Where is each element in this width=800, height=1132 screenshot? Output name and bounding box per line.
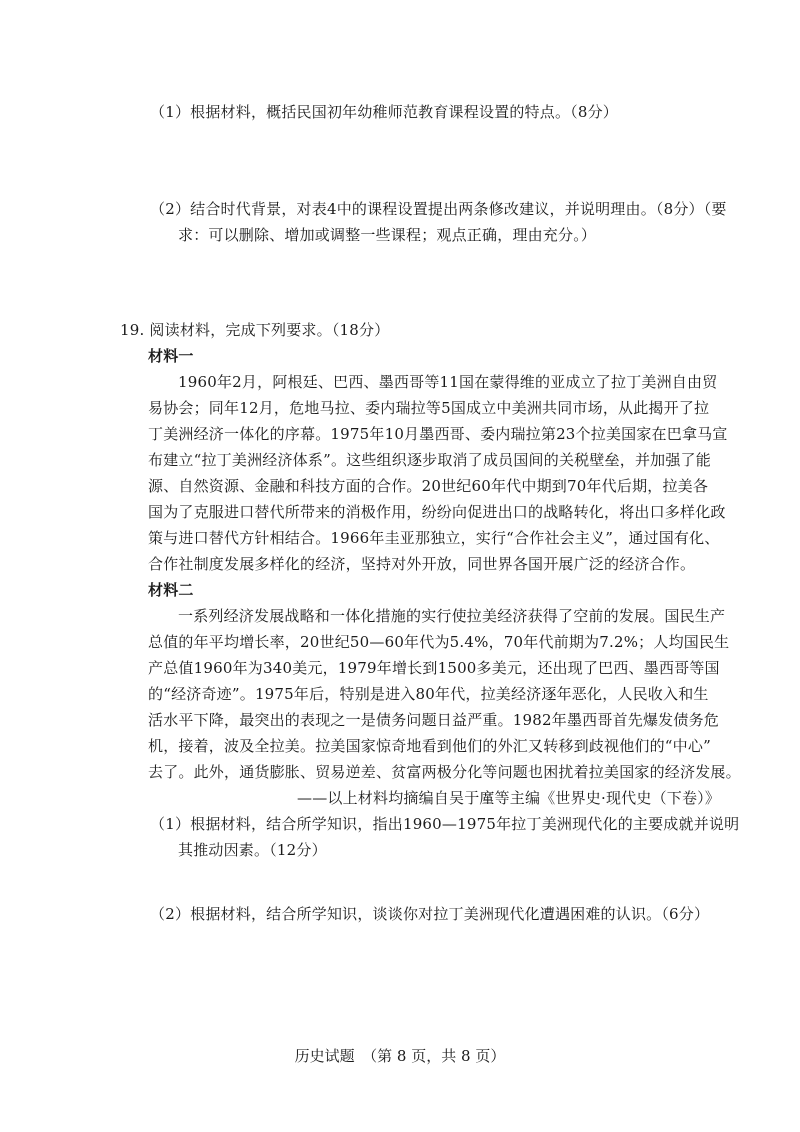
- material-2-line: 总值的年平均增长率，20世纪50—60年代为5.4%，70年代前期为7.2%；人均国民生: [148, 633, 730, 651]
- material-1-label: 材料一: [148, 347, 194, 365]
- material-2-line: 活水平下降，最突出的表现之一是债务问题日益严重。1982年墨西哥首先爆发债务危: [148, 711, 719, 729]
- q19-sub1-line1: （1）根据材料，结合所学知识，指出1960—1975年拉丁美洲现代化的主要成就并说明: [150, 815, 740, 833]
- material-1-line: 易协会；同年12月，危地马拉、委内瑞拉等5国成立中美洲共同市场，从此揭开了拉: [148, 399, 710, 417]
- material-1-line: 丁美洲经济一体化的序幕。1975年10月墨西哥、委内瑞拉第23个拉美国家在巴拿马宣: [148, 425, 728, 443]
- material-2-line: 去了。此外，通货膨胀、贸易逆差、贫富两极分化等问题也困扰着拉美国家的经济发展。: [148, 763, 741, 781]
- q18-sub2-line2: 求：可以删除、增加或调整一些课程；观点正确，理由充分。）: [178, 226, 597, 244]
- q18-sub1: （1）根据材料，概括民国初年幼稚师范教育课程设置的特点。（8分）: [150, 103, 618, 121]
- material-1-line: 合作社制度发展多样化的经济，坚持对外开放，同世界各国开展广泛的经济合作。: [148, 555, 696, 573]
- material-1-line: 布建立“拉丁美洲经济体系”。这些组织逐步取消了成员国间的关税壁垒，并加强了能: [148, 451, 711, 469]
- material-1-line: 源、自然资源、金融和科技方面的合作。20世纪60年代中期到70年代后期，拉美各: [148, 477, 709, 495]
- material-2-line: 机，接着，波及全拉美。拉美国家惊奇地看到他们的外汇又转移到歧视他们的“中心”: [148, 737, 711, 755]
- material-1-line: 1960年2月，阿根廷、巴西、墨西哥等11国在蒙得维的亚成立了拉丁美洲自由贸: [178, 373, 718, 391]
- q19-sub2: （2）根据材料，结合所学知识，谈谈你对拉丁美洲现代化遭遇困难的认识。（6分）: [150, 905, 710, 923]
- q18-sub2-line1: （2）结合时代背景，对表4中的课程设置提出两条修改建议，并说明理由。（8分）（要: [150, 200, 727, 218]
- page-footer: 历史试题 （第 8 页，共 8 页）: [294, 1047, 506, 1065]
- material-1-line: 国为了克服进口替代所带来的消极作用，纷纷向促进出口的战略转化，将出口多样化政: [148, 503, 726, 521]
- material-2-line: 一系列经济发展战略和一体化措施的实行使拉美经济获得了空前的发展。国民生产: [178, 607, 726, 625]
- q19-heading: 19. 阅读材料，完成下列要求。（18分）: [120, 321, 390, 339]
- material-2-line: 产总值1960年为340美元，1979年增长到1500多美元，还出现了巴西、墨西哥等国: [148, 659, 720, 677]
- material-2-line: 的“经济奇迹”。1975年后，特别是进入80年代，拉美经济逐年恶化，人民收入和生: [148, 685, 709, 703]
- material-1-line: 策与进口替代方针相结合。1966年圭亚那独立，实行“合作社会主义”，通过国有化、: [148, 529, 720, 547]
- material-2-label: 材料二: [148, 581, 194, 599]
- q19-sub1-line2: 其推动因素。（12分）: [178, 841, 327, 859]
- material-source: ——以上材料均摘编自吴于廑等主编《世界史·现代史（下卷）》: [297, 789, 721, 807]
